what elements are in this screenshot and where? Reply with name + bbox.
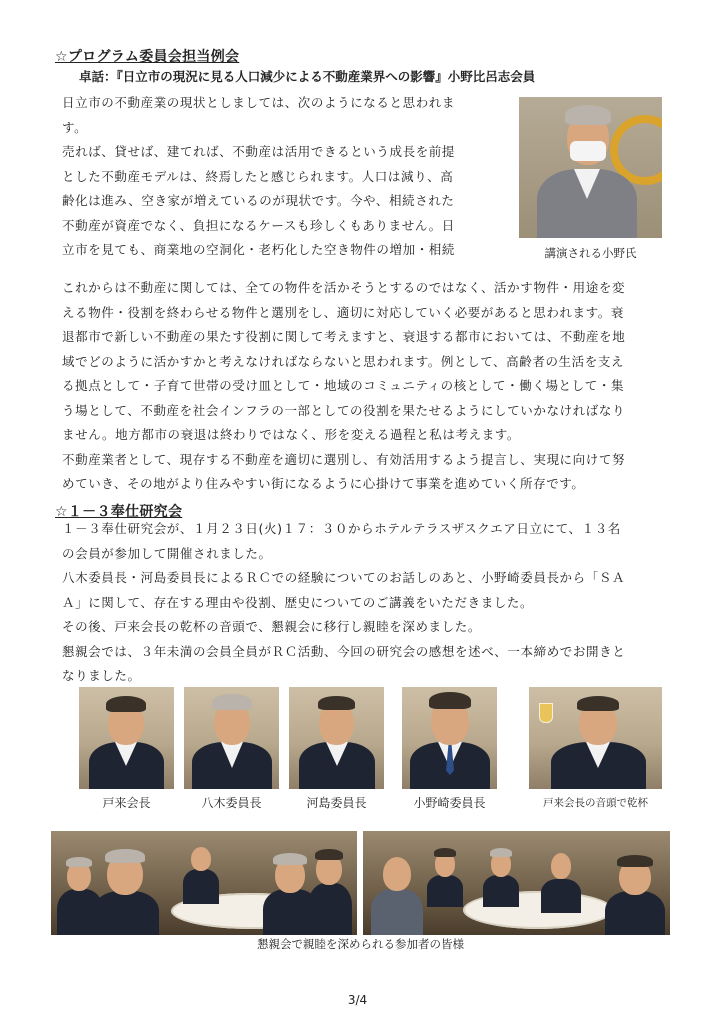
page-number: 3/4 xyxy=(347,993,368,1007)
talk-line: 不動産が資産でなく、負担になるケースも珍しくもありません。日 xyxy=(62,217,455,233)
report-line: １－３奉仕研究会が、１月２３日(火)１７：３０からホテルテラスザスクエア日立にて、１３名 xyxy=(62,521,621,536)
talk-title: 卓話：『日立市の現況に見る人口減少による不動産業界への影響』小野比呂志会員 xyxy=(79,69,536,84)
portrait-caption: 小野崎委員長 xyxy=(413,796,486,810)
talk-line: る拠点として・子育て世帯の受け皿として・地域のコミュニティの核として・働く場として・集 xyxy=(62,378,625,393)
report-line: その後、戸来会長の乾杯の音頭で、懇親会に移行し親睦を深めました。 xyxy=(62,619,481,634)
talk-line: とした不動産モデルは、終焉したと感じられます。人口は減り、高 xyxy=(62,168,454,184)
talk-line: 齢化は進み、空き家が増えているのが現状です。今や、相続された xyxy=(62,193,455,208)
portrait-photo-kawashima xyxy=(289,687,384,789)
talk-line: す。 xyxy=(62,119,88,135)
talk-line: ません。地方都市の衰退は終わりではなく、形を変える過程と私は考えます。 xyxy=(62,427,521,442)
talk-line: 不動産業者として、現存する不動産を適切に選別し、有効活用するよう提言し、実現に向けて努 xyxy=(62,451,626,467)
talk-line: 立市を見ても、商業地の空洞化・老朽化した空き物件の増加・相続 xyxy=(62,242,456,257)
talk-line: 日立市の不動産業の現状としましては、次のようになると思われま xyxy=(62,95,456,110)
portrait-photo-toast xyxy=(529,687,662,789)
section-heading-study-meeting: ☆１－３奉仕研究会 xyxy=(55,504,183,520)
talk-line: めていき、その地がより住みやすい街になるように心掛けて事業を進めていく所存です。 xyxy=(62,476,585,491)
talk-line: える物件・役割を終わらせる物件と選別をし、適切に対応していく必要があると思われます。衰 xyxy=(62,304,624,320)
speaker-photo-caption: 講演される小野氏 xyxy=(544,246,637,260)
portrait-caption: 八木委員長 xyxy=(201,796,262,810)
report-line: なりました。 xyxy=(62,668,141,683)
talk-body-text xyxy=(62,276,662,497)
group-photo-caption: 懇親会で親睦を深められる参加者の皆様 xyxy=(257,937,464,951)
beer-glass-icon xyxy=(539,703,553,723)
report-line: の会員が参加して開催されました。 xyxy=(62,545,272,561)
portrait-caption: 戸来会長の音頭で乾杯 xyxy=(543,797,648,809)
study-meeting-text xyxy=(62,517,662,689)
group-photo-right xyxy=(363,831,670,935)
report-line: 八木委員長・河島委員長によるＲＣでの経験についてのお話しのあと、小野崎委員長から「ＳＡ xyxy=(62,570,626,585)
portrait-photo-yagi xyxy=(184,687,279,789)
talk-line: 域でどのように活かすかと考えなければならないと思われます。例として、高齢者の生活を支え xyxy=(62,353,625,369)
talk-line: 売れば、貸せば、建てれば、不動産は活用できるという成長を前提 xyxy=(62,144,456,159)
report-line: Ａ」に関して、存在する理由や役割、歴史についてのご講義をいただきました。 xyxy=(62,594,534,610)
group-photo-left xyxy=(51,831,357,935)
report-line: 懇親会では、３年未満の会員全員がＲＣ活動、今回の研究会の感想を述べ、一本締めでお開きと xyxy=(62,643,626,659)
portrait-caption: 戸来会長 xyxy=(102,796,151,810)
section-heading-program: ☆プログラム委員会担当例会 xyxy=(55,49,240,65)
portrait-photo-herai xyxy=(79,687,174,789)
talk-line: う場として、不動産を社会インフラの一部としての役割を果たせるようにしていかなければなり xyxy=(62,402,626,418)
talk-intro-text xyxy=(62,91,492,263)
speaker-photo xyxy=(519,97,662,238)
mask-icon xyxy=(570,141,606,161)
talk-line: これからは不動産に関しては、全ての物件を活かそうとするのではなく、活かす物件・用途を変 xyxy=(62,280,626,295)
portrait-caption: 河島委員長 xyxy=(306,796,367,810)
portrait-photo-onozaki xyxy=(402,687,497,789)
talk-line: 退都市で新しい不動産の果たす役割に関して考えますと、衰退する都市においては、不動産を地 xyxy=(62,329,626,344)
